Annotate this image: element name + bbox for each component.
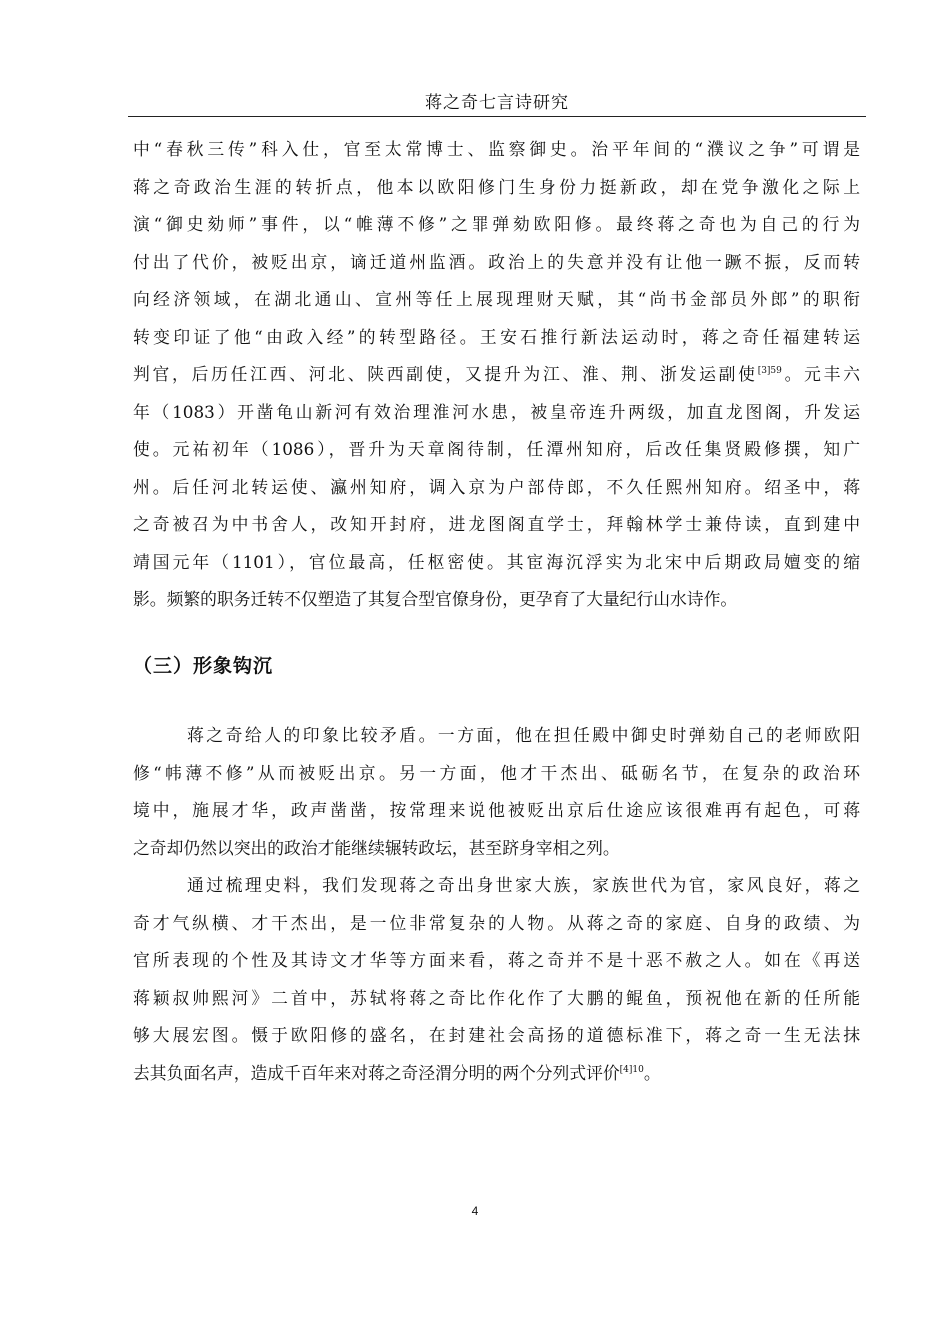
- paragraph-impression: [133, 717, 860, 867]
- text-line: 蒋之奇政治生涯的转折点，他本以欧阳修门生身份力挺新政，却在党争激化之际上: [133, 176, 860, 197]
- text-line: 年（1083）开凿龟山新河有效治理淮河水患，被皇帝连升两级，加直龙图阁，升发运: [133, 401, 860, 422]
- text-line: 蒋颖叔帅熙河》二首中，苏轼将蒋之奇比作化作了大鹏的鲲鱼，预祝他在新的任所能: [133, 987, 860, 1008]
- text-line: 之奇被召为中书舍人，改知开封府，进龙图阁直学士，拜翰林学士兼侍读，直到建中: [133, 514, 860, 534]
- text-segment: 判官，后历任江西、河北、陕西副使，又提升为江、淮、荆、浙发运副使: [133, 364, 758, 384]
- paragraph-career: [133, 131, 860, 619]
- text-line: 奇才气纵横、才干杰出，是一位非常复杂的人物。从蒋之奇的家庭、自身的政绩、为: [133, 912, 860, 933]
- text-line: 州。后任河北转运使、瀛州知府，调入京为户部侍郎，不久任熙州知府。绍圣中，蒋: [133, 476, 860, 497]
- paragraph-assessment: [133, 867, 860, 1092]
- text-line: 境中，施展才华，政声凿凿，按常理来说他被贬出京后仕途应该很难再有起色，可蒋: [133, 800, 860, 820]
- citation-superscript: [3]59: [757, 366, 782, 376]
- text-line: 够大展宏图。慑于欧阳修的盛名，在封建社会高扬的道德标准下，蒋之奇一生无法抹: [133, 1025, 860, 1045]
- text-line: 影。频繁的职务迁转不仅塑造了其复合型官僚身份，更孕育了大量纪行山水诗作。: [133, 589, 738, 609]
- text-line: 中“春秋三传”科入仕，官至太常博士、监察御史。治平年间的“濮议之争”可谓是: [133, 139, 860, 159]
- text-segment: 去其负面名声，造成千百年来对蒋之奇泾渭分明的两个分列式评价: [133, 1062, 620, 1083]
- running-header: [128, 90, 866, 117]
- text-line: 之奇却仍然以突出的政治才能继续辗转政坛，甚至跻身宰相之列。: [133, 837, 620, 858]
- text-line-with-citation: [133, 356, 860, 394]
- running-header-title: 蒋之奇七言诗研究: [425, 93, 569, 113]
- text-line: 使。元祐初年（1086），晋升为天章阁待制，任潭州知府，后改任集贤殿修撰，知广: [133, 439, 860, 459]
- page-number: 4: [471, 1204, 479, 1218]
- text-line: 通过梳理史料，我们发现蒋之奇出身世家大族，家族世代为官，家风良好，蒋之: [187, 875, 860, 895]
- citation-superscript: [4]10: [619, 1064, 644, 1075]
- text-line: 演“御史劾师”事件，以“帷薄不修”之罪弹劾欧阳修。最终蒋之奇也为自己的行为: [133, 214, 860, 234]
- text-line: 修“帏薄不修”从而被贬出京。另一方面，他才干杰出、砥砺名节，在复杂的政治环: [133, 762, 860, 783]
- text-line: 转变印证了他“由政入经”的转型路径。王安石推行新法运动时，蒋之奇任福建转运: [133, 326, 860, 347]
- text-line: 官所表现的个性及其诗文才华等方面来看，蒋之奇并不是十恶不赦之人。如在《再送: [133, 950, 860, 970]
- section-heading: （三）形象钩沉: [133, 655, 274, 677]
- text-line: 靖国元年（1101），官位最高，任枢密使。其宦海沉浮实为北宋中后期政局嬗变的缩: [133, 551, 860, 572]
- text-line-with-citation: [133, 1055, 860, 1093]
- text-line: 付出了代价，被贬出京，谪迁道州监酒。政治上的失意并没有让他一蹶不振，反而转: [133, 251, 860, 272]
- text-segment: 。元丰六: [781, 364, 860, 384]
- text-segment: 。: [643, 1062, 661, 1083]
- text-line: 向经济领域，在湖北通山、宣州等任上展现理财天赋，其“尚书金部员外郎”的职衔: [133, 289, 860, 309]
- text-line: 蒋之奇给人的印象比较矛盾。一方面，他在担任殿中御史时弹劾自己的老师欧阳: [187, 725, 860, 745]
